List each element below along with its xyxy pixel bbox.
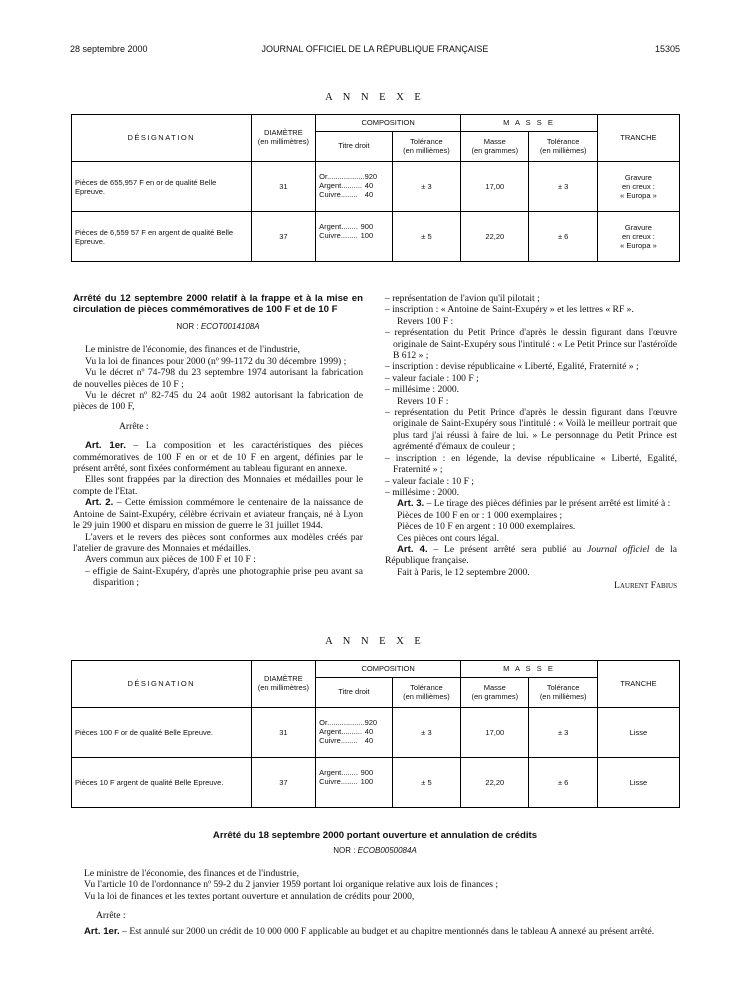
page-header [70,44,680,58]
cell-diametre: 37 [251,758,316,808]
arrete1-d6: – valeur faciale : 100 F ; [385,372,479,384]
arrete1-rev10: Revers 10 F : [397,395,449,407]
cell-titre-droit [316,758,393,808]
metal-line: Cuivre........ 100 [319,777,374,786]
cell-designation: Pièces 100 F or de qualité Belle Epreuve. [72,708,252,758]
arrete1-nor: NOR : ECOT0014108A [176,322,260,331]
header-masse: M A S S E [461,661,598,678]
header-masse-grammes: Masse (en grammes) [461,678,529,708]
arrete1-d2: – représentation de l'avion qu'il pilotait ; [385,293,540,304]
header-tolerance-masse: Tolérance (en millièmes) [529,132,597,162]
arrete1-fait: Fait à Paris, le 12 septembre 2000. [397,566,530,578]
arrete1-signature: Laurent Fabius [614,580,677,592]
header-titre-droit: Titre droit [316,132,393,162]
cell-titre-droit [316,708,393,758]
cell-diametre: 31 [251,162,316,212]
annex-table-1 [71,114,680,262]
arrete2-p1: Le ministre de l'économie, des finances et de l'industrie, [84,868,299,879]
header-tolerance-composition: Tolérance (en millièmes) [392,678,460,708]
metal-line: Or.................. 920 [319,718,378,727]
table-row [72,162,680,212]
cell-diametre: 37 [251,212,316,262]
arrete1-p5: Elles sont frappées par la direction des Monnaies et médailles pour le compte de l'Etat. [73,474,363,497]
cell-tolerance-composition: ± 5 [392,758,460,808]
arrete1-d3: – inscription : « Antoine de Saint-Exupéry » et les lettres « RF ». [385,304,634,316]
header-date: 28 septembre 2000 [70,44,148,54]
cell-tranche: Lisse [597,758,679,808]
cell-tolerance-masse: ± 6 [529,212,597,262]
cell-masse: 22,20 [461,212,529,262]
header-tolerance-masse: Tolérance (en millièmes) [529,678,597,708]
metal-line: Cuivre........ 100 [319,231,374,240]
header-journal: JOURNAL OFFICIEL DE LA RÉPUBLIQUE FRANÇAISE [261,44,489,54]
arrete1-p10: Ces pièces ont cours légal. [397,532,500,544]
cell-tranche: Gravure en creux : « Europa » [597,162,679,212]
header-tolerance-composition: Tolérance (en millièmes) [392,132,460,162]
arrete1-left-column [73,293,363,589]
metal-line: Argent.......... 40 [319,181,374,190]
arrete2-p2: Vu l'article 10 de l'ordonnance nº 59-2 du 2 janvier 1959 portant loi organique relative aux lois de finances ; [84,879,499,891]
arrete1-p4: Vu le décret nº 82-745 du 24 août 1982 autorisant la fabrication de pièces de 100 F, [73,390,363,413]
cell-designation: Pièces de 6,559 57 F en argent de qualité Belle Epreuve. [72,212,252,262]
header-designation: DÉSIGNATION [72,115,252,162]
metal-line: Cuivre........ 40 [319,190,374,199]
cell-tolerance-composition: ± 3 [392,162,460,212]
arrete1-p8: Pièces de 100 F en or : 1 000 exemplaires ; [397,509,563,521]
metal-line: Argent........ 900 [319,222,374,231]
cell-diametre: 31 [251,708,316,758]
table-row [72,758,680,808]
header-masse-grammes: Masse (en grammes) [461,132,529,162]
table-row [72,708,680,758]
arrete1-right-column [385,293,677,592]
arrete1-d8: – représentation du Petit Prince d'après le dessin figurant dans l'œuvre originale de Saint-Exupéry sous l'intitulé : « Voilà le meilleur portrait que plus tard j'ai réussi à faire de lui. » Le personnage du Petit Prince est agrémenté d'émaux de couleur ; [385,407,677,453]
arrete1-d5: – inscription : devise républicaine « Liberté, Egalité, Fraternité » ; [385,361,639,373]
metal-line: Cuivre........ 40 [319,736,374,745]
arrete2-body [84,868,667,937]
cell-tolerance-masse: ± 6 [529,758,597,808]
arrete1-art2: Art. 2. – Cette émission commémore le centenaire de la naissance de Antoine de Saint-Exupéry, célèbre écrivain et aviateur français, né à Lyon le 29 juin 1900 et disparu en mission de guerre le 31 juillet 1944. [73,497,363,532]
header-masse: M A S S E [461,115,598,132]
header-composition: COMPOSITION [316,115,461,132]
cell-titre-droit [316,212,393,262]
cell-tolerance-composition: ± 5 [392,212,460,262]
arrete1-art4: Art. 4. – Le présent arrêté sera publié au Journal officiel de la République française. [385,543,677,567]
header-diametre: DIAMÈTRE (en millimètres) [251,661,316,708]
cell-tranche: Gravure en creux : « Europa » [597,212,679,262]
header-composition: COMPOSITION [316,661,461,678]
header-diametre: DIAMÈTRE (en millimètres) [251,115,316,162]
cell-tranche: Lisse [597,708,679,758]
arrete2-title: Arrêté du 18 septembre 2000 portant ouverture et annulation de crédits [212,830,538,841]
arrete1-art3: Art. 3. – Le tirage des pièces définies par le présent arrêté est limité à : [397,498,671,510]
metal-line: Argent........ 900 [319,768,374,777]
cell-masse: 17,00 [461,162,529,212]
annex-label-2: A N N E X E [325,636,425,647]
header-titre-droit: Titre droit [316,678,393,708]
arrete1-p9: Pièces de 10 F en argent : 10 000 exemplaires. [397,521,576,533]
arrete1-d11: – millésime : 2000. [385,486,460,498]
metal-line: Argent.......... 40 [319,727,374,736]
arrete2-art1: Art. 1er. – Est annulé sur 2000 un crédit de 10 000 000 F applicable au budget et au chapitre mentionnés dans le tableau A annexé au présent arrêté. [84,925,655,937]
arrete1-d1: – effigie de Saint-Exupéry, d'après une photographie prise peu avant sa disparition ; [85,565,363,589]
cell-titre-droit [316,162,393,212]
annex-label-1: A N N E X E [325,92,425,103]
cell-tolerance-masse: ± 3 [529,708,597,758]
arrete1-d9: – inscription : en légende, la devise républicaine « Liberté, Egalité, Fraternité » ; [385,452,677,476]
arrete2-nor: NOR : ECOB0050084A [333,846,417,855]
annex-table-2 [71,660,680,808]
table-row [72,212,680,262]
header-page-number: 15305 [654,44,680,54]
arrete1-arrete: Arrête : [119,420,149,432]
arrete1-p2: Vu la loi de finances pour 2000 (nº 99-1172 du 30 décembre 1999) ; [85,355,347,367]
arrete1-p7: Avers commun aux pièces de 100 F et 10 F : [85,554,256,566]
arrete2-p3: Vu la loi de finances et les textes portant ouverture et annulation de crédits pour 2000, [84,890,415,902]
arrete1-p1: Le ministre de l'économie, des finances et de l'industrie, [85,344,300,356]
arrete1-d10: – valeur faciale : 10 F ; [385,475,474,487]
header-tranche: TRANCHE [597,661,679,708]
cell-tolerance-masse: ± 3 [529,162,597,212]
arrete1-d4: – représentation du Petit Prince d'après le dessin figurant dans l'œuvre originale de Saint-Exupéry sous l'intitulé : « Le Petit Prince sur l'astéroïde B 612 » ; [385,327,678,362]
arrete1-p3: Vu le décret nº 74-798 du 23 septembre 1974 autorisant la fabrication de nouvelles pièces de 10 F ; [73,367,363,390]
cell-masse: 22,20 [461,758,529,808]
arrete1-p6: L'avers et le revers des pièces sont conformes aux modèles créés par l'atelier de gravure des Monnaies et médailles. [73,531,363,554]
arrete1-rev100: Revers 100 F : [397,315,454,327]
header-designation: DÉSIGNATION [72,661,252,708]
cell-masse: 17,00 [461,708,529,758]
header-tranche: TRANCHE [597,115,679,162]
metal-line: Or.................. 920 [319,172,378,181]
arrete2-arrete: Arrête : [96,910,126,922]
arrete1-title: Arrêté du 12 septembre 2000 relatif à la frappe et à la mise en circulation de pièces commémoratives de 100 F et de 10 F [73,293,363,315]
cell-tolerance-composition: ± 3 [392,708,460,758]
cell-designation: Pièces de 655,957 F en or de qualité Belle Epreuve. [72,162,252,212]
arrete1-d7: – millésime : 2000. [385,384,460,396]
cell-designation: Pièces 10 F argent de qualité Belle Epreuve. [72,758,252,808]
arrete1-art1: Art. 1er. – La composition et les caractéristiques des pièces commémoratives de 100 F en or et de 10 F en argent, définies par le présent arrêté, sont fixées conformément au tableau figurant en annexe. [73,440,363,475]
